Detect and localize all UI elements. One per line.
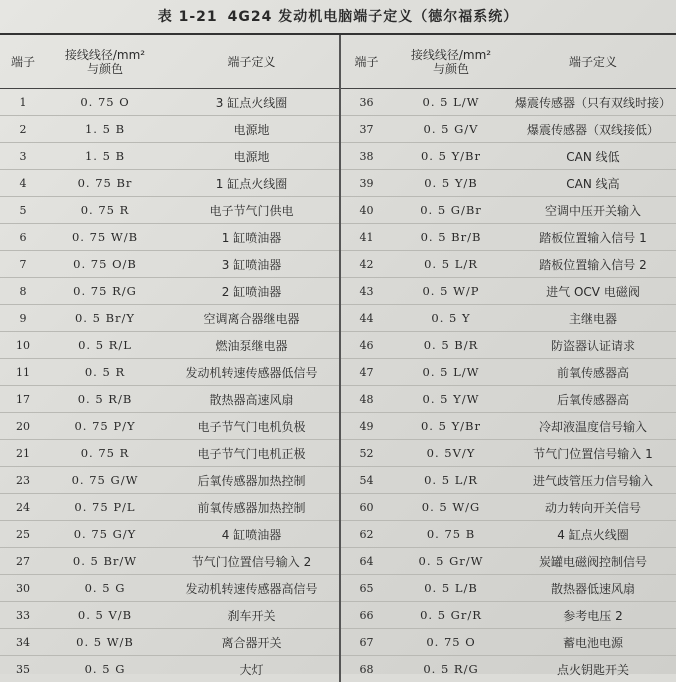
definition-cell: 离合器开关 (164, 629, 340, 656)
terminal-cell: 23 (0, 467, 46, 494)
terminal-cell: 4 (0, 170, 46, 197)
table-row (0, 413, 676, 440)
wire-cell: 0. 5 B/R (392, 332, 510, 359)
terminal-cell: 33 (0, 602, 46, 629)
wire-cell: 0. 75 P/L (46, 494, 164, 521)
terminal-cell: 54 (340, 467, 392, 494)
table-body (0, 89, 676, 682)
wire-cell: 0. 5 R/G (392, 656, 510, 682)
table-row (0, 197, 676, 224)
wire-cell: 0. 75 Br (46, 170, 164, 197)
terminal-cell: 30 (0, 575, 46, 602)
definition-cell: 节气门位置信号输入 2 (164, 548, 340, 575)
definition-cell: 进气歧管压力信号输入 (510, 467, 676, 494)
wire-cell: 0. 5 G (46, 656, 164, 682)
terminal-cell: 68 (340, 656, 392, 682)
terminal-cell: 41 (340, 224, 392, 251)
definition-cell: 1 缸喷油器 (164, 224, 340, 251)
definition-cell: 前氧传感器高 (510, 359, 676, 386)
wire-cell: 0. 5 R/L (46, 332, 164, 359)
definition-cell: 发动机转速传感器低信号 (164, 359, 340, 386)
table-row (0, 332, 676, 359)
terminal-definition-table (0, 33, 676, 682)
header-definition-right: 端子定义 (510, 34, 676, 89)
table-row (0, 89, 676, 116)
terminal-cell: 1 (0, 89, 46, 116)
wire-cell: 0. 75 O (46, 89, 164, 116)
wire-cell: 0. 5 Gr/W (392, 548, 510, 575)
definition-cell: 踏板位置输入信号 1 (510, 224, 676, 251)
header-wire-line2: 与颜色 (87, 62, 123, 76)
definition-cell: 点火钥匙开关 (510, 656, 676, 682)
wire-cell: 0. 75 R/G (46, 278, 164, 305)
terminal-cell: 8 (0, 278, 46, 305)
wire-cell: 0. 5 Y (392, 305, 510, 332)
table-row (0, 656, 676, 682)
terminal-cell: 11 (0, 359, 46, 386)
table-row (0, 386, 676, 413)
definition-cell: 冷却液温度信号输入 (510, 413, 676, 440)
terminal-cell: 35 (0, 656, 46, 682)
table-row (0, 251, 676, 278)
terminal-cell: 3 (0, 143, 46, 170)
definition-cell: 炭罐电磁阀控制信号 (510, 548, 676, 575)
wire-cell: 0. 5 L/W (392, 359, 510, 386)
terminal-cell: 27 (0, 548, 46, 575)
definition-cell: 燃油泵继电器 (164, 332, 340, 359)
table-row (0, 170, 676, 197)
terminal-cell: 66 (340, 602, 392, 629)
definition-cell: 空调离合器继电器 (164, 305, 340, 332)
wire-cell: 0. 5V/Y (392, 440, 510, 467)
definition-cell: 电子节气门电机正极 (164, 440, 340, 467)
definition-cell: 进气 OCV 电磁阀 (510, 278, 676, 305)
definition-cell: 后氧传感器高 (510, 386, 676, 413)
table-row (0, 359, 676, 386)
wire-cell: 0. 5 W/G (392, 494, 510, 521)
header-wire-right (392, 34, 510, 89)
terminal-cell: 10 (0, 332, 46, 359)
table-row (0, 224, 676, 251)
table-row (0, 494, 676, 521)
table-caption (0, 6, 676, 26)
header-terminal-right: 端子 (340, 34, 392, 89)
definition-cell: 参考电压 2 (510, 602, 676, 629)
terminal-cell: 43 (340, 278, 392, 305)
header-wire-line2-right: 与颜色 (433, 62, 469, 76)
terminal-cell: 6 (0, 224, 46, 251)
terminal-cell: 17 (0, 386, 46, 413)
table-header-row (0, 34, 676, 89)
header-wire-line1: 接线线径/mm² (65, 48, 145, 62)
terminal-cell: 37 (340, 116, 392, 143)
definition-cell: 爆震传感器（只有双线时接） (510, 89, 676, 116)
terminal-cell: 44 (340, 305, 392, 332)
definition-cell: 2 缸喷油器 (164, 278, 340, 305)
header-wire-line1-right: 接线线径/mm² (411, 48, 491, 62)
wire-cell: 0. 5 Y/B (392, 170, 510, 197)
wire-cell: 0. 75 R (46, 440, 164, 467)
header-terminal: 端子 (0, 34, 46, 89)
wire-cell: 0. 75 W/B (46, 224, 164, 251)
terminal-cell: 65 (340, 575, 392, 602)
terminal-cell: 20 (0, 413, 46, 440)
wire-cell: 1. 5 B (46, 116, 164, 143)
terminal-cell: 48 (340, 386, 392, 413)
wire-cell: 0. 5 L/W (392, 89, 510, 116)
definition-cell: 大灯 (164, 656, 340, 682)
wire-cell: 0. 5 Br/B (392, 224, 510, 251)
terminal-cell: 5 (0, 197, 46, 224)
wire-cell: 1. 5 B (46, 143, 164, 170)
definition-cell: 电源地 (164, 116, 340, 143)
terminal-cell: 49 (340, 413, 392, 440)
terminal-cell: 7 (0, 251, 46, 278)
wire-cell: 0. 5 W/B (46, 629, 164, 656)
wire-cell: 0. 75 R (46, 197, 164, 224)
table-row (0, 521, 676, 548)
wire-cell: 0. 75 G/Y (46, 521, 164, 548)
wire-cell: 0. 5 R/B (46, 386, 164, 413)
wire-cell: 0. 5 G/Br (392, 197, 510, 224)
terminal-cell: 52 (340, 440, 392, 467)
terminal-cell: 38 (340, 143, 392, 170)
terminal-cell: 34 (0, 629, 46, 656)
terminal-cell: 2 (0, 116, 46, 143)
terminal-cell: 46 (340, 332, 392, 359)
wire-cell: 0. 5 V/B (46, 602, 164, 629)
definition-cell: 后氧传感器加热控制 (164, 467, 340, 494)
definition-cell: 4 缸点火线圈 (510, 521, 676, 548)
wire-cell: 0. 5 Y/W (392, 386, 510, 413)
table-row (0, 467, 676, 494)
terminal-cell: 9 (0, 305, 46, 332)
terminal-cell: 40 (340, 197, 392, 224)
wire-cell: 0. 5 Gr/R (392, 602, 510, 629)
definition-cell: 防盗器认证请求 (510, 332, 676, 359)
table-row (0, 116, 676, 143)
definition-cell: 主继电器 (510, 305, 676, 332)
wire-cell: 0. 5 R (46, 359, 164, 386)
wire-cell: 0. 75 O/B (46, 251, 164, 278)
wire-cell: 0. 75 G/W (46, 467, 164, 494)
table-row (0, 629, 676, 656)
header-wire (46, 34, 164, 89)
terminal-cell: 67 (340, 629, 392, 656)
terminal-cell: 47 (340, 359, 392, 386)
table-row (0, 548, 676, 575)
wire-cell: 0. 75 P/Y (46, 413, 164, 440)
wire-cell: 0. 5 L/R (392, 251, 510, 278)
definition-cell: 散热器低速风扇 (510, 575, 676, 602)
terminal-cell: 62 (340, 521, 392, 548)
terminal-cell: 60 (340, 494, 392, 521)
definition-cell: 3 缸点火线圈 (164, 89, 340, 116)
terminal-cell: 64 (340, 548, 392, 575)
definition-cell: 发动机转速传感器高信号 (164, 575, 340, 602)
table-row (0, 575, 676, 602)
wire-cell: 0. 5 L/R (392, 467, 510, 494)
definition-cell: 电源地 (164, 143, 340, 170)
terminal-cell: 25 (0, 521, 46, 548)
wire-cell: 0. 75 O (392, 629, 510, 656)
table-title: 4G24 发动机电脑端子定义（德尔福系统） (228, 9, 519, 25)
definition-cell: 蓄电池电源 (510, 629, 676, 656)
definition-cell: 前氧传感器加热控制 (164, 494, 340, 521)
wire-cell: 0. 5 W/P (392, 278, 510, 305)
header-definition: 端子定义 (164, 34, 340, 89)
definition-cell: CAN 线低 (510, 143, 676, 170)
definition-cell: 3 缸喷油器 (164, 251, 340, 278)
terminal-cell: 21 (0, 440, 46, 467)
wire-cell: 0. 75 B (392, 521, 510, 548)
table-row (0, 602, 676, 629)
wire-cell: 0. 5 Y/Br (392, 413, 510, 440)
definition-cell: 刹车开关 (164, 602, 340, 629)
definition-cell: 4 缸喷油器 (164, 521, 340, 548)
definition-cell: 散热器高速风扇 (164, 386, 340, 413)
wire-cell: 0. 5 G (46, 575, 164, 602)
wire-cell: 0. 5 Y/Br (392, 143, 510, 170)
definition-cell: 电子节气门供电 (164, 197, 340, 224)
terminal-cell: 24 (0, 494, 46, 521)
wire-cell: 0. 5 G/V (392, 116, 510, 143)
definition-cell: 1 缸点火线圈 (164, 170, 340, 197)
wire-cell: 0. 5 L/B (392, 575, 510, 602)
table-number: 表 1-21 (158, 9, 218, 25)
terminal-cell: 42 (340, 251, 392, 278)
definition-cell: 爆震传感器（双线接低） (510, 116, 676, 143)
terminal-cell: 36 (340, 89, 392, 116)
definition-cell: 空调中压开关输入 (510, 197, 676, 224)
terminal-cell: 39 (340, 170, 392, 197)
table-row (0, 305, 676, 332)
definition-cell: 踏板位置输入信号 2 (510, 251, 676, 278)
table-row (0, 440, 676, 467)
wire-cell: 0. 5 Br/Y (46, 305, 164, 332)
table-row (0, 278, 676, 305)
definition-cell: 节气门位置信号输入 1 (510, 440, 676, 467)
definition-cell: CAN 线高 (510, 170, 676, 197)
definition-cell: 电子节气门电机负极 (164, 413, 340, 440)
definition-cell: 动力转向开关信号 (510, 494, 676, 521)
wire-cell: 0. 5 Br/W (46, 548, 164, 575)
table-row (0, 143, 676, 170)
